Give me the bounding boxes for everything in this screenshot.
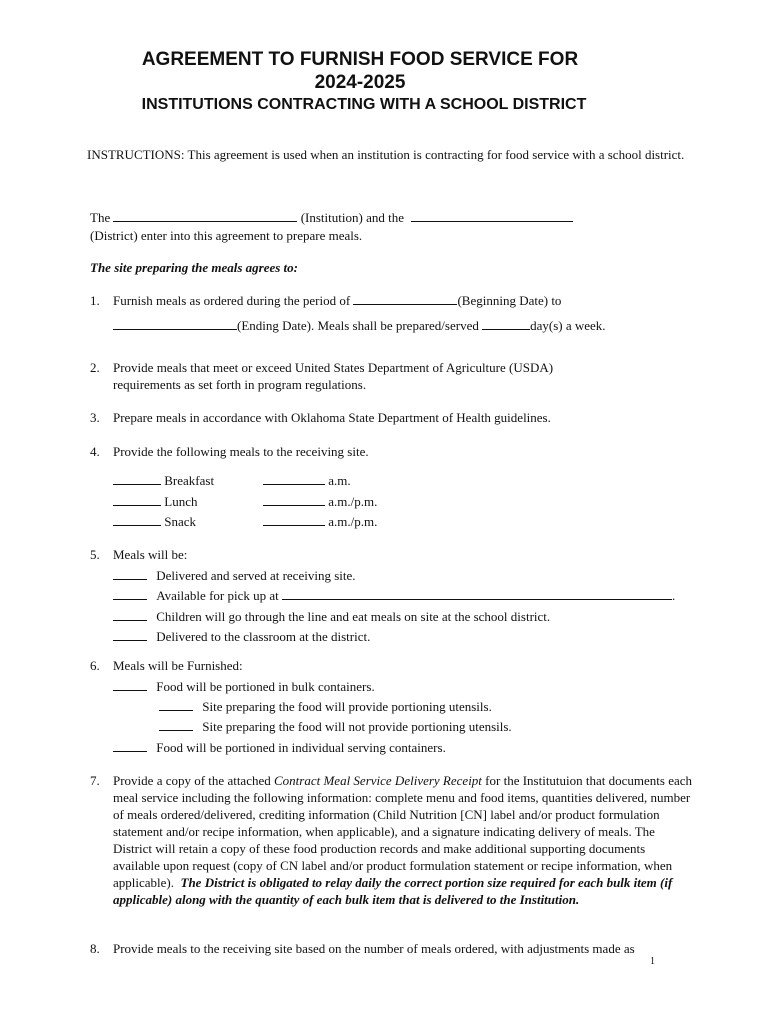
meal-row-snack: [113, 513, 196, 530]
lunch-check-field[interactable]: [113, 493, 161, 506]
item-7-receipt-title: Contract Meal Service Delivery Receipt: [274, 773, 482, 788]
parties-line-2: (District) enter into this agreement to prepare meals.: [90, 228, 363, 243]
breakfast-time-field[interactable]: [263, 472, 325, 485]
option-label: Site preparing the food will provide portioning utensils.: [202, 699, 492, 714]
item-7-text-c: for the Institutuion that documents each meal service including the following information: complete menu and food items, quantities delivered, number of meals ordered/delivered, crediting information (Child Nutrition [CN] label and/or product formulation statement and/or recipe information, when applicable), and a signature indicating delivery of meals. The District will retain a copy of these food production records and make additional supporting documents available upon request (copy of CN label and/or product formulation statement or recipe information, when applicable).: [113, 773, 693, 890]
option-label: Food will be portioned in individual serving containers.: [156, 740, 446, 755]
option-check-field[interactable]: [113, 739, 147, 752]
item-7-text: [113, 772, 695, 908]
item-5-number: 5.: [90, 547, 100, 562]
item-6-option-1b: [159, 718, 512, 735]
option-label: Children will go through the line and eat meals on site at the school district.: [156, 609, 551, 624]
time-label: a.m.: [328, 473, 351, 488]
item-6-option-2: [113, 739, 446, 756]
item-1-text-c: (Ending Date). Meals shall be prepared/served: [237, 318, 479, 333]
time-label: a.m./p.m.: [328, 494, 378, 509]
item-2-text: Provide meals that meet or exceed United States Department of Agriculture (USDA) requirements as set forth in program regulations.: [113, 360, 554, 392]
title-line-1: AGREEMENT TO FURNISH FOOD SERVICE FOR: [141, 49, 579, 70]
option-label: Site preparing the food will not provide portioning utensils.: [202, 719, 512, 734]
time-row-lunch: [263, 493, 377, 510]
item-6-option-1: [113, 678, 375, 695]
item-7-text-a: Provide a copy of the attached: [113, 773, 271, 788]
site-heading: The site preparing the meals agrees to:: [90, 260, 298, 275]
meal-label: Snack: [164, 514, 197, 529]
item-6-number: 6.: [90, 658, 100, 673]
item-5-option-3: [113, 608, 550, 625]
item-3-number: 3.: [90, 410, 100, 425]
item-3-text: Prepare meals in accordance with Oklahoma State Department of Health guidelines.: [113, 410, 551, 425]
item-5-option-2: Available for pick up at .: [113, 587, 675, 604]
option-check-field[interactable]: [113, 608, 147, 621]
meal-row-lunch: [113, 493, 197, 510]
item-1-text-a: Furnish meals as ordered during the period of: [113, 293, 351, 308]
item-1-number: 1.: [90, 293, 100, 308]
ending-date-field[interactable]: [113, 317, 237, 330]
option-label: Delivered and served at receiving site.: [156, 568, 356, 583]
item-7-obligation: The District is obligated to relay daily the correct portion size required for each bulk item (if applicable) along with the quantity of each bulk item that is delivered to the Institution.: [113, 875, 673, 907]
time-label: a.m./p.m.: [328, 514, 378, 529]
item-1-text-b: (Beginning Date) to: [457, 293, 562, 308]
instructions: INSTRUCTIONS: This agreement is used when an institution is contracting for food service with a school district.: [87, 147, 685, 162]
item-7-number: 7.: [90, 773, 100, 788]
pickup-location-field[interactable]: [282, 587, 672, 600]
institution-name-field[interactable]: [113, 209, 297, 222]
beginning-date-field[interactable]: [353, 292, 457, 305]
option-label: Food will be portioned in bulk containers.: [156, 679, 375, 694]
snack-check-field[interactable]: [113, 513, 161, 526]
item-8-number: 8.: [90, 941, 100, 956]
option-check-field[interactable]: [159, 718, 193, 731]
option-check-field[interactable]: [113, 678, 147, 691]
subtitle: INSTITUTIONS CONTRACTING WITH A SCHOOL DISTRICT: [141, 96, 587, 113]
item-5-option-1: [113, 567, 356, 584]
time-row-breakfast: [263, 472, 351, 489]
item-6-option-1a: [159, 698, 492, 715]
parties-line-1: [90, 209, 573, 226]
item-5-text: Meals will be:: [113, 547, 188, 562]
item-2-number: 2.: [90, 360, 100, 375]
meal-row-breakfast: [113, 472, 214, 489]
item-4-text: Provide the following meals to the receiving site.: [113, 444, 369, 459]
option-label: Delivered to the classroom at the district.: [156, 629, 371, 644]
meal-label: Lunch: [164, 494, 198, 509]
option-check-field[interactable]: [113, 628, 147, 641]
page-number: 1: [650, 956, 655, 967]
option-label: Available for pick up at: [156, 588, 279, 603]
option-check-field[interactable]: [113, 587, 147, 600]
snack-time-field[interactable]: [263, 513, 325, 526]
item-8-text: Provide meals to the receiving site based on the number of meals ordered, with adjustments made as: [113, 941, 635, 956]
parties-institution: (Institution) and the: [300, 210, 404, 225]
option-check-field[interactable]: [159, 698, 193, 711]
item-1-line-2: [113, 317, 606, 334]
breakfast-check-field[interactable]: [113, 472, 161, 485]
item-1-line-1: [113, 292, 561, 309]
meal-label: Breakfast: [164, 473, 215, 488]
item-6-text: Meals will be Furnished:: [113, 658, 243, 673]
time-row-snack: [263, 513, 377, 530]
lunch-time-field[interactable]: [263, 493, 325, 506]
district-name-field[interactable]: [411, 209, 573, 222]
parties-the: The: [90, 210, 111, 225]
item-4-number: 4.: [90, 444, 100, 459]
item-1-text-d: day(s) a week.: [530, 318, 606, 333]
item-5-option-4: [113, 628, 370, 645]
option-check-field[interactable]: [113, 567, 147, 580]
title-line-2: 2024-2025: [314, 72, 406, 93]
days-per-week-field[interactable]: [482, 317, 530, 330]
